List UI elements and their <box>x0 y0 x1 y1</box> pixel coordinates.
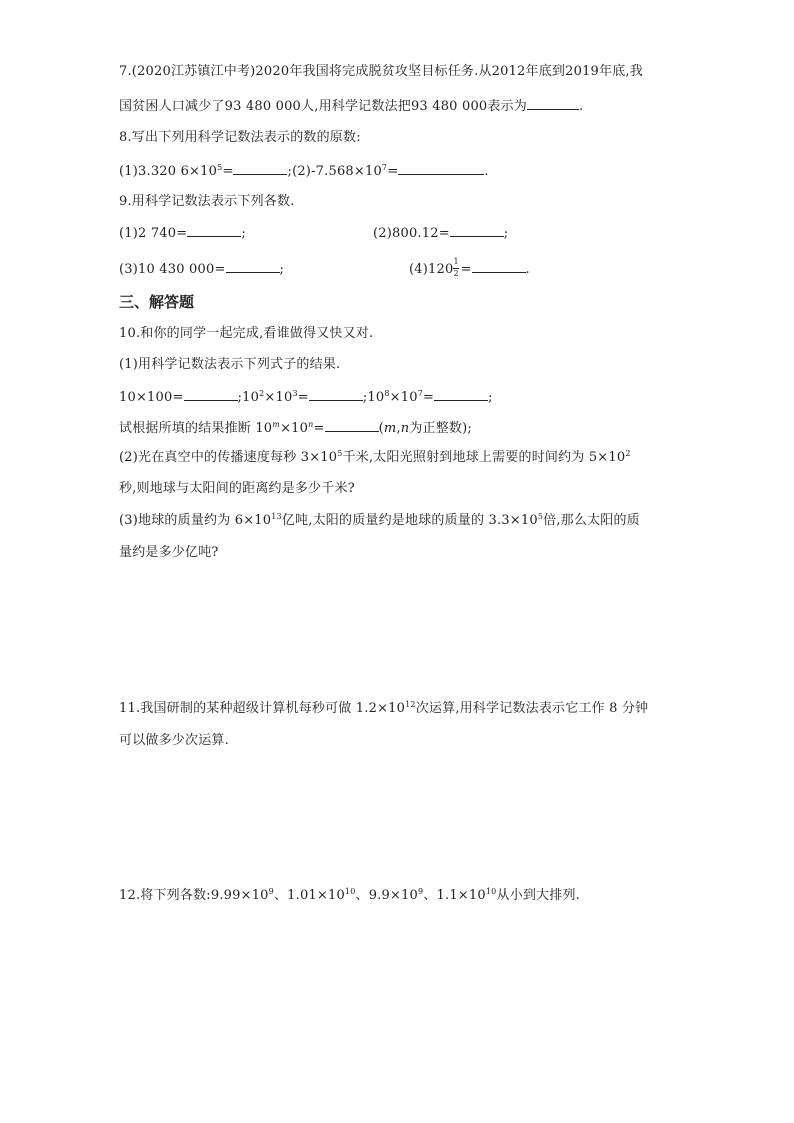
q9-part3: (3)10 430 000= ; <box>119 262 285 277</box>
fraction-one-half: $\frac{1}{2}$ <box>453 257 459 278</box>
q9-part1: (1)2 740= ; <box>119 226 246 241</box>
q9-part2-blank[interactable] <box>450 224 504 237</box>
q9-part2: (2)800.12= ; <box>373 226 509 241</box>
q8-part2-blank[interactable] <box>398 162 484 175</box>
q12-line: 12.将下列各数$:9.99\times 10^9$、$1.01\times 10^{10}$、$9.9\times 10^9$、$1.1\times 10^{10}$从小到大排列. <box>119 887 580 903</box>
q10-sub3-line1: (3)地球的质量约为 $6\times 10^{13}$亿吨,太阳的质量约是地球的质量的 $3.3\times 10^5$倍,那么太阳的质 <box>119 512 640 528</box>
q10-title: 10.和你的同学一起完成,看谁做得又快又对. <box>119 326 374 341</box>
q9-part4: (4)120 $\frac{1}{2}$ = . <box>409 257 530 278</box>
q9-title: 9.用科学记数法表示下列各数. <box>119 194 295 209</box>
q10-sub1: (1)用科学记数法表示下列式子的结果. <box>119 357 341 372</box>
q7-line-1 <box>119 64 643 80</box>
q11-line2: 可以做多少次运算. <box>119 733 229 748</box>
q9-part3-blank[interactable] <box>226 260 280 273</box>
q10-blank-b[interactable] <box>309 388 363 401</box>
q7-text-2: 国贫困人口减少了93 480 000人,用科学记数法把93 480 000表示为 <box>119 99 527 114</box>
q9-part1-blank[interactable] <box>187 224 241 237</box>
q8-title: 8.写出下列用科学记数法表示的数的原数: <box>119 130 361 145</box>
q10-blank-infer[interactable] <box>325 419 379 432</box>
q10-sub3-line2: 量约是多少亿吨? <box>119 545 219 560</box>
q10-blank-a[interactable] <box>184 388 238 401</box>
q11-line1: 11.我国研制的某种超级计算机每秒可做 $1.2\times 10^{12}$次运算,用科学记数法表示它工作 8 分钟 <box>119 700 649 716</box>
q7-line-2: 国贫困人口减少了93 480 000人,用科学记数法把93 480 000表示为 . <box>119 99 584 114</box>
q7-answer-blank[interactable] <box>527 97 579 110</box>
q10-sub2-line2: 秒,则地球与太阳间的距离约是多少千米? <box>119 481 355 496</box>
q9-part4-blank[interactable] <box>472 260 526 273</box>
q10-infer: 试根据所填的结果推断 $10^m\times 10^n= (m,n$为正整数); <box>119 420 472 436</box>
q10-row: $10\times 100= ;10^2\times 10^3=$ $;10^8\times 10^7=$ ; <box>119 389 493 405</box>
q8-part1-blank[interactable] <box>233 162 287 175</box>
q7-text-1: 7.(2020江苏镇江中考)2020年我国将完成脱贫攻坚目标任务.从2012年底到2019年底,我 <box>119 64 643 79</box>
q8-parts: (1)3.320 $6\times 10^5=$ $;(2)-7.568\times 10^7=$ . <box>119 163 489 179</box>
q10-sub2-line1: (2)光在真空中的传播速度每秒 $3\times 10^5$千米,太阳光照射到地球上需要的时间约为 $5\times 10^2$ <box>119 449 631 465</box>
section-heading: 三、解答题 <box>119 293 195 311</box>
q10-blank-c[interactable] <box>434 388 488 401</box>
